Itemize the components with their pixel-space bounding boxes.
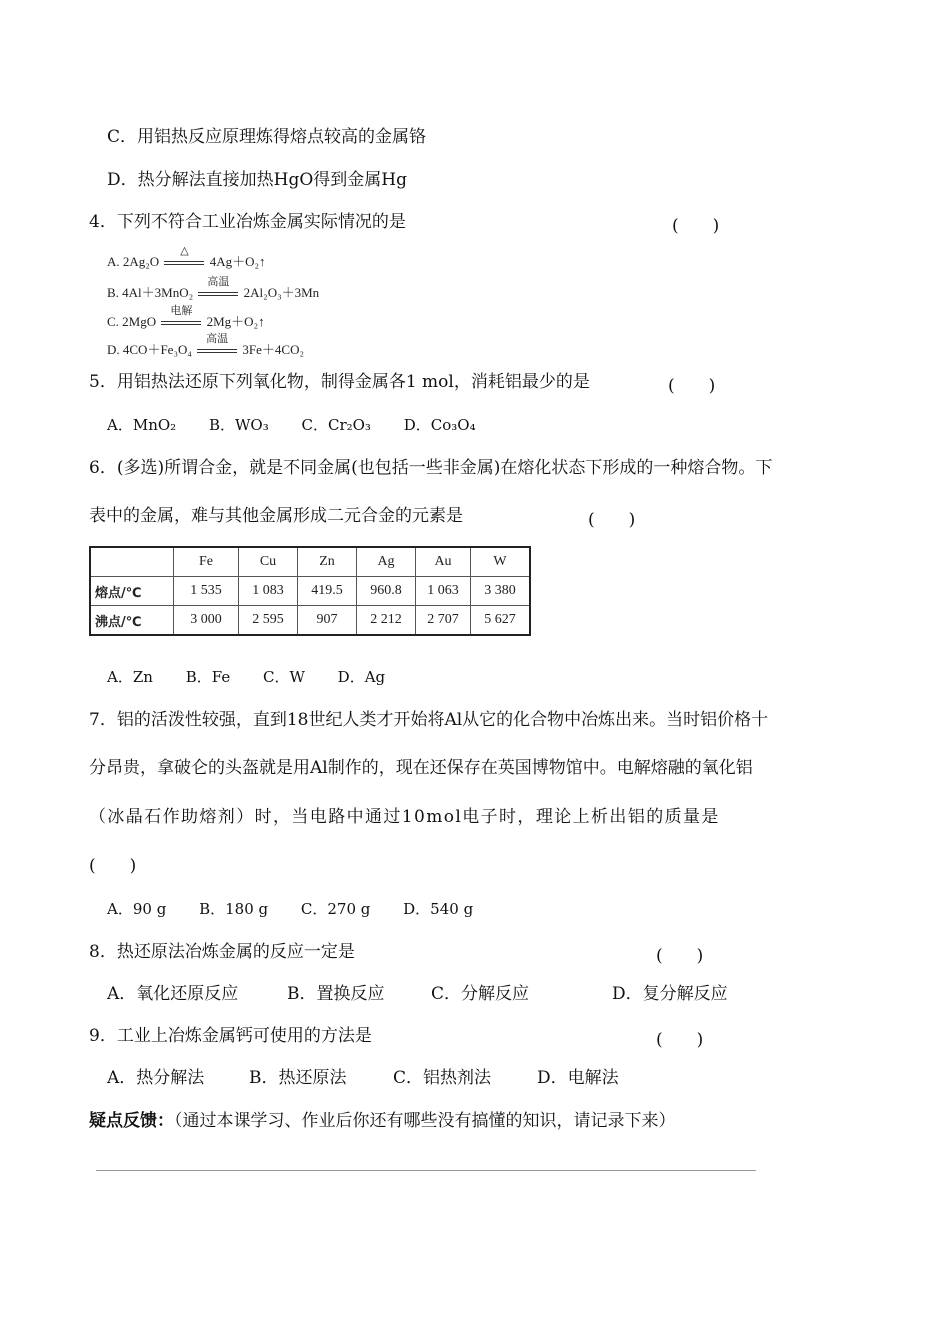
q6-options [107, 666, 413, 688]
feedback-line [89, 1110, 676, 1132]
q4-equation-a [107, 245, 266, 271]
q6-option-c: C．W [262, 668, 305, 686]
q8-option-c: C．分解反应 [431, 984, 530, 1004]
q5-option-b: B．WO₃ [208, 416, 269, 434]
q6-line2: 表中的金属，难与其他金属形成二元合金的元素是 [89, 506, 463, 526]
q7-answer-paren: ( ) [89, 856, 137, 876]
table-cell: 907 [298, 606, 357, 636]
row-label-melting-point: 熔点/℃ [90, 577, 174, 606]
eq-c-rhs: 2Mg＋O₂↑ [206, 314, 265, 329]
table-cell: 1 535 [174, 577, 239, 606]
q8-option-b: B．置换反应 [287, 984, 385, 1004]
q4-equation-d [107, 333, 304, 359]
table-cell: 3 000 [174, 606, 239, 636]
q9-stem: 9．工业上冶炼金属钙可使用的方法是 [89, 1026, 372, 1046]
header-au: Au [416, 547, 471, 577]
feedback-text: （通过本课学习、作业后你还有哪些没有搞懂的知识，请记录下来） [174, 1111, 676, 1131]
eq-d-condition: 高温 [195, 343, 239, 359]
q9-option-a: A．热分解法 [107, 1068, 205, 1088]
q5-stem: 5．用铝热法还原下列氧化物，制得金属各1 mol，消耗铝最少的是 [89, 372, 590, 392]
q6-answer-paren: ( ) [588, 510, 636, 530]
q8-answer-paren: ( ) [656, 946, 704, 966]
q7-options [107, 898, 501, 920]
q7-line2: 分昂贵，拿破仑的头盔就是用Al制作的，现在还保存在英国博物馆中。电解熔融的氧化铝 [89, 758, 753, 778]
q3-option-c: C．用铝热反应原理炼得熔点较高的金属铬 [107, 127, 427, 147]
eq-b-rhs: 2Al₂O₃＋3Mn [243, 285, 320, 300]
q8-stem: 8．热还原法冶炼金属的反应一定是 [89, 942, 355, 962]
table-corner-cell [90, 547, 174, 577]
table-row [90, 577, 530, 606]
eq-b-condition: 高温 [196, 286, 240, 302]
q4-equation-b [107, 276, 320, 302]
q7-option-c: C．270 g [300, 900, 371, 918]
q7-line1: 7．铝的活泼性较强，直到18世纪人类才开始将Al从它的化合物中冶炼出来。当时铝价格十 [89, 710, 769, 730]
table-cell: 2 707 [416, 606, 471, 636]
table-row [90, 606, 530, 636]
q6-option-b: B．Fe [185, 668, 231, 686]
q9-option-c: C．铝热剂法 [393, 1068, 492, 1088]
answer-line[interactable] [96, 1170, 756, 1171]
feedback-label: 疑点反馈： [89, 1111, 174, 1131]
table-cell: 1 063 [416, 577, 471, 606]
q9-option-b: B．热还原法 [249, 1068, 347, 1088]
q5-options [107, 414, 504, 436]
q4-equation-c [107, 305, 265, 331]
eq-c-condition: 电解 [159, 315, 203, 331]
q8-option-a: A．氧化还原反应 [107, 984, 239, 1004]
table-cell: 5 627 [471, 606, 531, 636]
q6-option-a: A．Zn [107, 668, 153, 686]
q6-option-d: D．Ag [337, 668, 386, 686]
header-ag: Ag [357, 547, 416, 577]
table-cell: 2 595 [239, 606, 298, 636]
table-cell: 1 083 [239, 577, 298, 606]
table-cell: 2 212 [357, 606, 416, 636]
eq-d-rhs: 3Fe＋4CO₂ [242, 342, 304, 357]
q9-answer-paren: ( ) [656, 1030, 704, 1050]
row-label-boiling-point: 沸点/℃ [90, 606, 174, 636]
header-cu: Cu [239, 547, 298, 577]
eq-a-rhs: 4Ag＋O₂↑ [209, 254, 266, 269]
q5-option-d: D．Co₃O₄ [403, 416, 476, 434]
eq-a-lhs: A. 2Ag₂O [107, 254, 160, 269]
table-cell: 419.5 [298, 577, 357, 606]
q6-line1: 6．(多选)所谓合金，就是不同金属(也包括一些非金属)在熔化状态下形成的一种熔合物。下 [89, 458, 773, 478]
q5-answer-paren: ( ) [668, 376, 716, 396]
q4-answer-paren: ( ) [672, 216, 720, 236]
q5-option-a: A．MnO₂ [107, 416, 177, 434]
metal-properties-table [89, 546, 531, 636]
table-cell: 960.8 [357, 577, 416, 606]
table-header-row [90, 547, 530, 577]
eq-c-lhs: C. 2MgO [107, 314, 157, 329]
q5-option-c: C．Cr₂O₃ [301, 416, 371, 434]
eq-d-lhs: D. 4CO＋Fe₃O₄ [107, 342, 192, 357]
header-zn: Zn [298, 547, 357, 577]
eq-b-lhs: B. 4Al＋3MnO₂ [107, 285, 194, 300]
eq-a-condition: △ [162, 255, 206, 271]
q7-option-a: A．90 g [107, 900, 167, 918]
q7-option-d: D．540 g [403, 900, 474, 918]
q9-option-d: D．电解法 [537, 1068, 619, 1088]
header-w: W [471, 547, 531, 577]
q7-option-b: B．180 g [199, 900, 269, 918]
table-cell: 3 380 [471, 577, 531, 606]
header-fe: Fe [174, 547, 239, 577]
q7-line3: （冰晶石作助熔剂）时，当电路中通过10mol电子时，理论上析出铝的质量是 [89, 807, 720, 827]
q4-stem: 4．下列不符合工业冶炼金属实际情况的是 [89, 212, 406, 232]
q3-option-d: D．热分解法直接加热HgO得到金属Hg [107, 170, 407, 190]
q8-option-d: D．复分解反应 [612, 984, 728, 1004]
